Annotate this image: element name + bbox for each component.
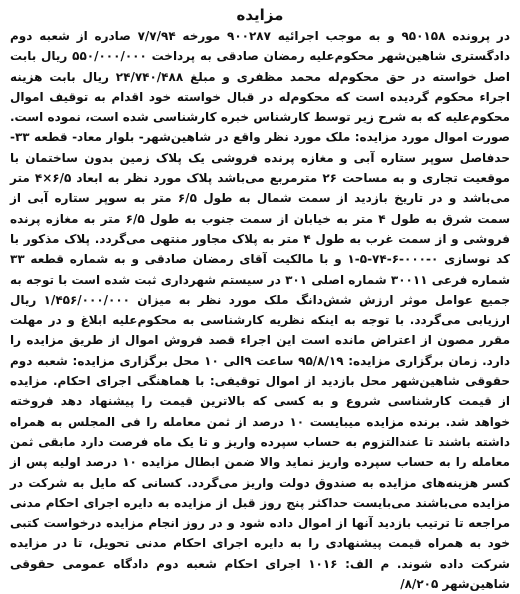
notice-body: در پرونده ۹۵۰۱۵۸ و به موجب اجرائیه ۹۰۰۲۸۷ مورخه ۷/۷/۹۴ صادره از شعبه دوم دادگستری شاهین‌شهر محکوم‌علیه رمضان صادقی به پرداخت ۵۵۰/۰۰۰/۰۰۰ ریال بابت اصل خواسته در حق محکوم‌له محمد مظفری و مبلغ ۲۴/۷۴۰/۴۸۸ ریال بابت هزینه اجراء محکوم گردیده است که محکوم‌له در قبال خواسته خود اقدام به توقیف اموال محکوم‌علیه که به شرح زیر توسط کارشناس خبره کارشناسی شده است، نموده است. صورت اموال مورد مزایده: ملک مورد نظر واقع در شاهین‌شهر- بلوار معاد- قطعه ۳۳- حدفاصل سوپر ستاره آبی و مغازه پرنده فروشی یک پلاک زمین بدون ساختمان با موقعیت تجاری و به مساحت ۲۶ مترمربع می‌باشد پلاک مورد نظر به ابعاد ۶/۵×۴ متر می‌باشد و در تاریخ بازدید از سمت شمال به طول ۶/۵ متر به سوپر ستاره آبی از سمت شرق به طول ۴ متر به خیابان از سمت جنوب به طول ۶/۵ متر به مغازه پرنده فروشی و از سمت غرب به طول ۴ متر به پلاک مجاور منتهی می‌گردد. پلاک مذکور با کد نوسازی ۰-۰۰۰-۶-۷۴-۵-۱ و با مالکیت آقای رمضان صادقی و به شماره قطعه ۳۳ شماره فرعی ۳۰۰۱۱ شماره اصلی ۳۰۱ در سیستم شهرداری ثبت شده است با توجه به جمیع عوامل موثر ارزش شش‌دانگ ملک مورد نظر به میزان ۱/۴۵۶/۰۰۰/۰۰۰ ریال ارزیابی می‌گردد. با توجه به اینکه نظریه کارشناسی به محکوم‌علیه ابلاغ و در مهلت مقرر مصون از اعتراض مانده است این اجراء قصد فروش اموال از طریق مزایده را دارد. زمان برگزاری مزایده: ۹۵/۸/۱۹ ساعت ۹الی ۱۰ محل برگزاری مزایده: شعبه دوم حقوقی شاهین‌شهر محل بازدید از اموال توقیفی: با هماهنگی اجرای احکام. مزایده از قیمت کارشناسی شروع و به کسی که بالاترین قیمت را پیشنهاد دهد فروخته خواهد شد. برنده مزایده میبایست ۱۰ درصد از ثمن معامله را فی المجلس به همراه داشته باشند تا عندالتزوم به حساب سپرده واریز و تا یک ماه فرصت دارد مابقی ثمن معامله را به حساب سپرده واریز نماید والا ضمن ابطال مزایده ۱۰ درصد اولیه پس از کسر هزینه‌های مزایده به صندوق دولت واریز می‌گردد. کسانی که مایل به شرکت در مزایده می‌باشند می‌بایست حداکثر پنج روز قبل از مزایده به دایره اجرای احکام مدنی مراجعه تا ترتیب بازدید آنها از اموال داده شود و در روز انجام مزایده درخواست کتبی خود به همراه قیمت پیشنهادی را به دایره اجرای احکام مدنی تحویل، تا در مزایده شرکت داده شوند. م الف: ۱۰۱۶ اجرای احکام شعبه دوم دادگاه عمومی حقوقی شاهین‌شهر ۸/۲۰۵/ [10, 29, 511, 592]
notice-title: مزایده [236, 6, 284, 24]
